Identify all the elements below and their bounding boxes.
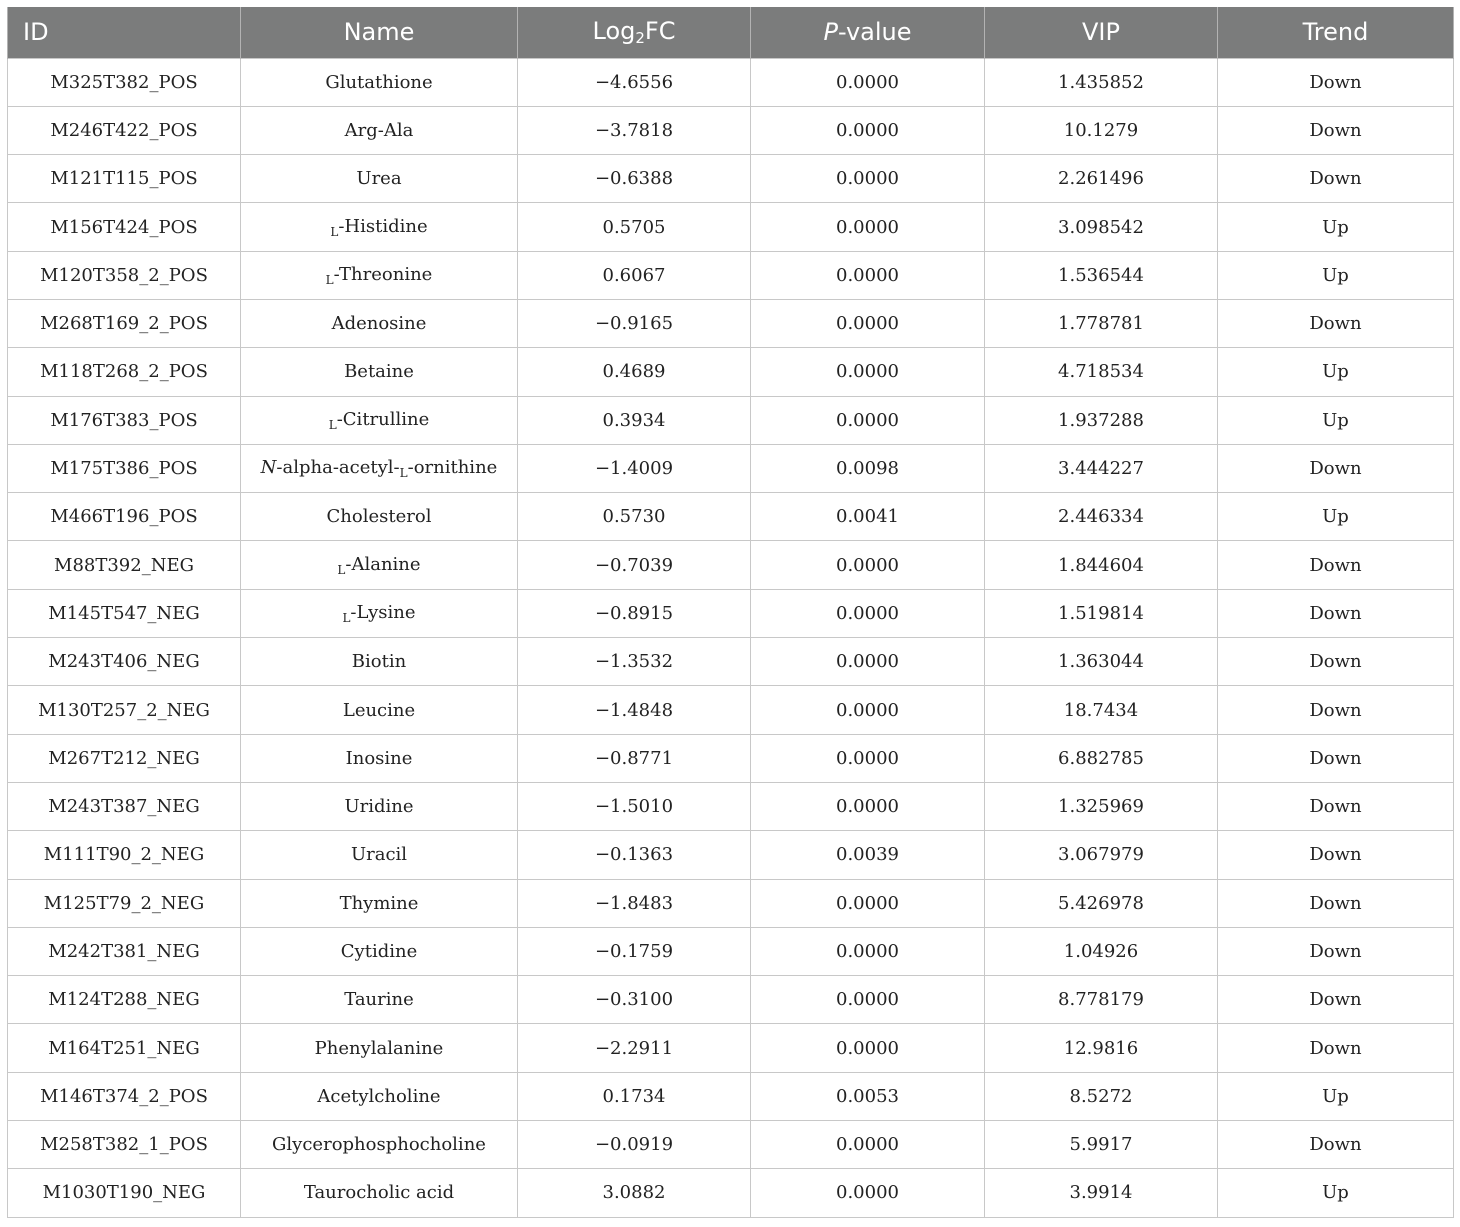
cell-trend: Down: [1218, 734, 1454, 782]
table-row: [8, 493, 1454, 541]
cell-id: M267T212_NEG: [8, 734, 241, 782]
cell-log2fc: −1.4848: [518, 686, 751, 734]
cell-vip: 2.446334: [985, 493, 1218, 541]
cell-vip: 10.1279: [985, 106, 1218, 154]
header-log2fc-suffix: FC: [644, 17, 676, 46]
cell-trend: Down: [1218, 155, 1454, 203]
cell-name: [241, 251, 518, 299]
cell-id: M1030T190_NEG: [8, 1169, 241, 1217]
table-row: [8, 106, 1454, 154]
cell-name: [241, 396, 518, 444]
header-pvalue-rest: -value: [837, 18, 912, 47]
cell-id: M268T169_2_POS: [8, 299, 241, 347]
cell-pvalue: 0.0039: [751, 831, 985, 879]
cell-log2fc: −1.5010: [518, 782, 751, 830]
cell-name: Arg-Ala: [241, 106, 518, 154]
cell-log2fc: 0.5730: [518, 493, 751, 541]
cell-vip: 1.519814: [985, 589, 1218, 637]
cell-log2fc: −0.1363: [518, 831, 751, 879]
cell-id: M146T374_2_POS: [8, 1072, 241, 1120]
cell-log2fc: −1.3532: [518, 638, 751, 686]
cell-name-prefix: L: [337, 562, 346, 577]
cell-trend: Down: [1218, 638, 1454, 686]
cell-trend: Down: [1218, 927, 1454, 975]
cell-name: Cholesterol: [241, 493, 518, 541]
table-row: [8, 299, 1454, 347]
cell-vip: 6.882785: [985, 734, 1218, 782]
table-row: [8, 927, 1454, 975]
cell-log2fc: −2.2911: [518, 1024, 751, 1072]
cell-id: M243T406_NEG: [8, 638, 241, 686]
cell-pvalue: 0.0000: [751, 782, 985, 830]
cell-id: M111T90_2_NEG: [8, 831, 241, 879]
cell-id: M120T358_2_POS: [8, 251, 241, 299]
cell-pvalue: 0.0000: [751, 348, 985, 396]
cell-vip: 1.778781: [985, 299, 1218, 347]
cell-log2fc: 3.0882: [518, 1169, 751, 1217]
cell-name: Cytidine: [241, 927, 518, 975]
cell-id: M145T547_NEG: [8, 589, 241, 637]
cell-vip: 12.9816: [985, 1024, 1218, 1072]
cell-pvalue: 0.0000: [751, 1024, 985, 1072]
table-row: [8, 1072, 1454, 1120]
cell-trend: Down: [1218, 782, 1454, 830]
cell-trend: Down: [1218, 106, 1454, 154]
cell-name: Uridine: [241, 782, 518, 830]
table-row: [8, 203, 1454, 251]
cell-pvalue: 0.0041: [751, 493, 985, 541]
cell-log2fc: 0.5705: [518, 203, 751, 251]
cell-name: [241, 203, 518, 251]
cell-id: M243T387_NEG: [8, 782, 241, 830]
cell-id: M246T422_POS: [8, 106, 241, 154]
cell-name: Betaine: [241, 348, 518, 396]
table-row: [8, 251, 1454, 299]
cell-vip: 18.7434: [985, 686, 1218, 734]
cell-trend: Down: [1218, 589, 1454, 637]
cell-pvalue: 0.0000: [751, 589, 985, 637]
cell-pvalue: 0.0000: [751, 396, 985, 444]
cell-name: [241, 444, 518, 492]
cell-pvalue: 0.0000: [751, 541, 985, 589]
cell-name: Glutathione: [241, 58, 518, 106]
header-log2fc-subscript: 2: [635, 29, 645, 48]
cell-id: M156T424_POS: [8, 203, 241, 251]
cell-name: Uracil: [241, 831, 518, 879]
table-row: [8, 1169, 1454, 1217]
cell-name: Acetylcholine: [241, 1072, 518, 1120]
header-pvalue-italic: P: [823, 18, 838, 47]
cell-pvalue: 0.0000: [751, 927, 985, 975]
cell-name: Biotin: [241, 638, 518, 686]
cell-id: M121T115_POS: [8, 155, 241, 203]
table-body: [8, 58, 1454, 1217]
table-row: [8, 444, 1454, 492]
cell-trend: Down: [1218, 58, 1454, 106]
cell-trend: Up: [1218, 493, 1454, 541]
cell-log2fc: −0.6388: [518, 155, 751, 203]
cell-name: [241, 541, 518, 589]
table-row: [8, 1024, 1454, 1072]
cell-id: M88T392_NEG: [8, 541, 241, 589]
cell-vip: 5.9917: [985, 1121, 1218, 1169]
cell-pvalue: 0.0000: [751, 1121, 985, 1169]
cell-trend: Up: [1218, 1169, 1454, 1217]
header-id: ID: [8, 7, 241, 58]
table-row: [8, 348, 1454, 396]
cell-name: Urea: [241, 155, 518, 203]
header-log2fc: [518, 7, 751, 58]
cell-pvalue: 0.0000: [751, 155, 985, 203]
cell-id: M125T79_2_NEG: [8, 879, 241, 927]
cell-vip: 5.426978: [985, 879, 1218, 927]
cell-pvalue: 0.0000: [751, 976, 985, 1024]
cell-log2fc: −3.7818: [518, 106, 751, 154]
cell-trend: Up: [1218, 396, 1454, 444]
cell-log2fc: 0.1734: [518, 1072, 751, 1120]
cell-vip: 3.9914: [985, 1169, 1218, 1217]
cell-vip: 3.444227: [985, 444, 1218, 492]
cell-pvalue: 0.0000: [751, 203, 985, 251]
cell-log2fc: −4.6556: [518, 58, 751, 106]
table-row: [8, 782, 1454, 830]
cell-log2fc: 0.6067: [518, 251, 751, 299]
table-header-row: [8, 7, 1454, 58]
cell-name: Thymine: [241, 879, 518, 927]
cell-id: M164T251_NEG: [8, 1024, 241, 1072]
table-row: [8, 879, 1454, 927]
cell-trend: Down: [1218, 299, 1454, 347]
cell-pvalue: 0.0000: [751, 686, 985, 734]
cell-log2fc: 0.4689: [518, 348, 751, 396]
cell-pvalue: 0.0000: [751, 734, 985, 782]
cell-pvalue: 0.0000: [751, 106, 985, 154]
cell-trend: Down: [1218, 1024, 1454, 1072]
table-row: [8, 155, 1454, 203]
table-row: [8, 58, 1454, 106]
cell-vip: 3.067979: [985, 831, 1218, 879]
cell-name: Glycerophosphocholine: [241, 1121, 518, 1169]
table-row: [8, 831, 1454, 879]
metabolite-table: [7, 7, 1454, 1218]
cell-name-mid: -alpha-acetyl-: [276, 457, 400, 479]
cell-pvalue: 0.0000: [751, 1169, 985, 1217]
cell-name-rest: -Citrulline: [336, 408, 430, 430]
cell-id: M118T268_2_POS: [8, 348, 241, 396]
header-trend: Trend: [1218, 7, 1454, 58]
cell-id: M176T383_POS: [8, 396, 241, 444]
cell-name-rest: -Lysine: [350, 601, 416, 623]
cell-name-rest: -Threonine: [333, 263, 433, 285]
cell-id: M258T382_1_POS: [8, 1121, 241, 1169]
table-row: [8, 976, 1454, 1024]
cell-id: M325T382_POS: [8, 58, 241, 106]
cell-name-rest: -Alanine: [345, 553, 421, 575]
table-row: [8, 589, 1454, 637]
cell-log2fc: −0.9165: [518, 299, 751, 347]
header-pvalue: [751, 7, 985, 58]
cell-vip: 1.937288: [985, 396, 1218, 444]
cell-log2fc: −0.0919: [518, 1121, 751, 1169]
cell-trend: Up: [1218, 348, 1454, 396]
cell-vip: 1.363044: [985, 638, 1218, 686]
table-row: [8, 734, 1454, 782]
cell-trend: Up: [1218, 203, 1454, 251]
header-name: Name: [241, 7, 518, 58]
cell-name-smallcap: L: [399, 466, 408, 481]
table-row: [8, 1121, 1454, 1169]
cell-trend: Down: [1218, 686, 1454, 734]
cell-vip: 1.04926: [985, 927, 1218, 975]
cell-trend: Down: [1218, 879, 1454, 927]
cell-trend: Down: [1218, 831, 1454, 879]
header-vip: VIP: [985, 7, 1218, 58]
cell-pvalue: 0.0000: [751, 58, 985, 106]
cell-name-prefix: L: [330, 224, 339, 239]
cell-id: M242T381_NEG: [8, 927, 241, 975]
cell-log2fc: −0.1759: [518, 927, 751, 975]
cell-name: Taurocholic acid: [241, 1169, 518, 1217]
cell-name-prefix: L: [325, 272, 334, 287]
cell-pvalue: 0.0098: [751, 444, 985, 492]
cell-trend: Down: [1218, 541, 1454, 589]
cell-name: [241, 589, 518, 637]
cell-log2fc: −1.8483: [518, 879, 751, 927]
table-row: [8, 541, 1454, 589]
cell-pvalue: 0.0000: [751, 879, 985, 927]
cell-pvalue: 0.0000: [751, 299, 985, 347]
cell-id: M175T386_POS: [8, 444, 241, 492]
cell-name-prefix: L: [342, 610, 351, 625]
cell-trend: Down: [1218, 444, 1454, 492]
cell-name-prefix: L: [328, 417, 337, 432]
cell-vip: 1.435852: [985, 58, 1218, 106]
cell-vip: 1.325969: [985, 782, 1218, 830]
table-row: [8, 686, 1454, 734]
cell-vip: 4.718534: [985, 348, 1218, 396]
cell-pvalue: 0.0053: [751, 1072, 985, 1120]
table-row: [8, 638, 1454, 686]
cell-log2fc: 0.3934: [518, 396, 751, 444]
cell-id: M124T288_NEG: [8, 976, 241, 1024]
cell-name: Leucine: [241, 686, 518, 734]
cell-name-tail: -ornithine: [407, 457, 498, 479]
cell-log2fc: −0.3100: [518, 976, 751, 1024]
cell-log2fc: −0.8771: [518, 734, 751, 782]
cell-pvalue: 0.0000: [751, 638, 985, 686]
cell-name: Adenosine: [241, 299, 518, 347]
cell-pvalue: 0.0000: [751, 251, 985, 299]
cell-name-italic: N: [260, 457, 277, 479]
cell-name: Taurine: [241, 976, 518, 1024]
cell-name: Phenylalanine: [241, 1024, 518, 1072]
cell-trend: Up: [1218, 251, 1454, 299]
cell-vip: 8.778179: [985, 976, 1218, 1024]
cell-trend: Up: [1218, 1072, 1454, 1120]
cell-log2fc: −0.8915: [518, 589, 751, 637]
cell-id: M130T257_2_NEG: [8, 686, 241, 734]
cell-vip: 1.536544: [985, 251, 1218, 299]
cell-trend: Down: [1218, 976, 1454, 1024]
cell-id: M466T196_POS: [8, 493, 241, 541]
metabolite-table-container: [7, 7, 1453, 1218]
cell-name-rest: -Histidine: [338, 215, 428, 237]
cell-name: Inosine: [241, 734, 518, 782]
cell-log2fc: −0.7039: [518, 541, 751, 589]
cell-vip: 8.5272: [985, 1072, 1218, 1120]
header-log2fc-prefix: Log: [592, 17, 636, 46]
table-row: [8, 396, 1454, 444]
cell-log2fc: −1.4009: [518, 444, 751, 492]
cell-vip: 1.844604: [985, 541, 1218, 589]
cell-vip: 2.261496: [985, 155, 1218, 203]
cell-trend: Down: [1218, 1121, 1454, 1169]
cell-vip: 3.098542: [985, 203, 1218, 251]
